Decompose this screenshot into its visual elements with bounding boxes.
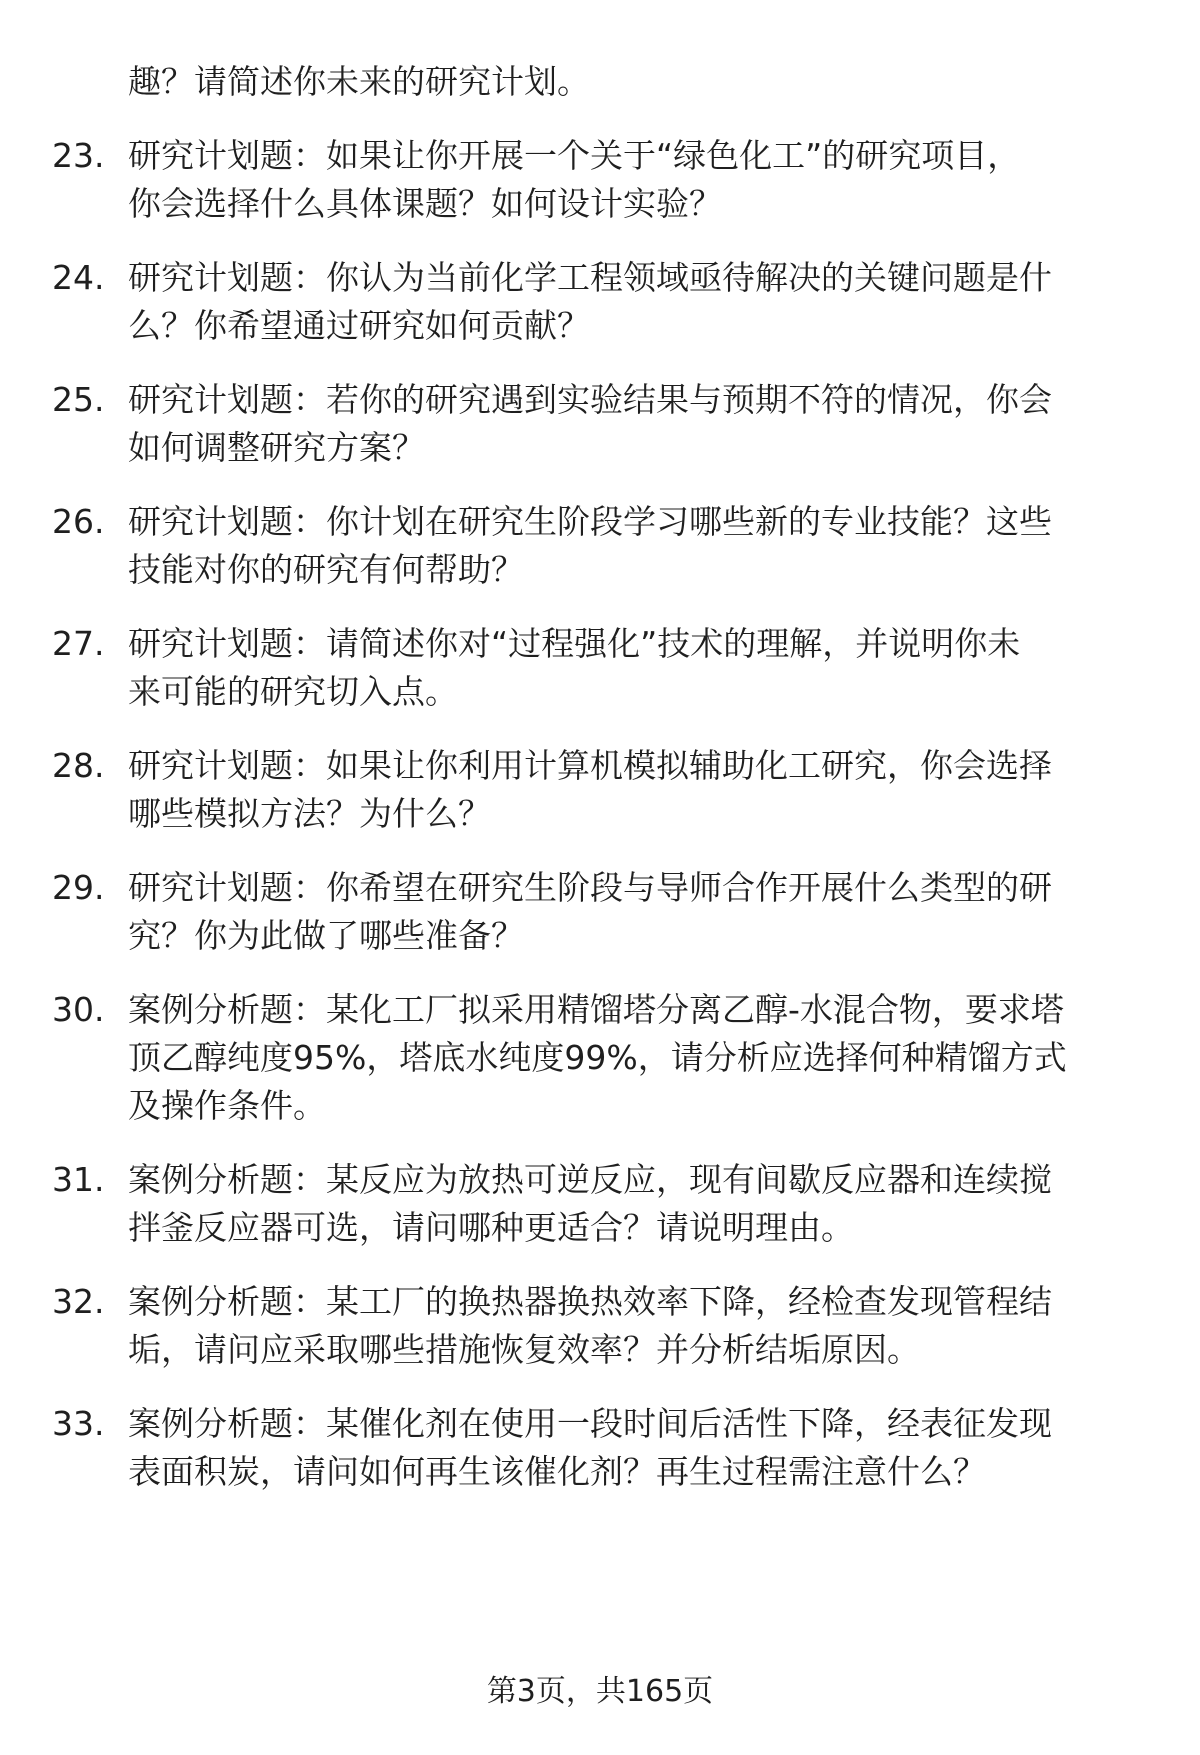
question-line	[0, 1326, 1200, 1374]
question-text: 哪些模拟方法？为什么？	[128, 794, 491, 833]
question-item	[0, 742, 1200, 838]
question-number: 27.	[52, 624, 105, 663]
question-text: 及操作条件。	[128, 1086, 326, 1125]
page-footer: 第3页，共165页	[486, 1674, 714, 1709]
question-item	[0, 1156, 1200, 1252]
question-line	[0, 986, 1200, 1034]
question-text: 研究计划题：若你的研究遇到实验结果与预期不符的情况，你会	[128, 380, 1052, 419]
question-text: 来可能的研究切入点。	[128, 672, 458, 711]
question-number: 25.	[52, 380, 105, 419]
continuation-line	[0, 58, 1200, 106]
question-line	[0, 1156, 1200, 1204]
question-item	[0, 986, 1200, 1130]
question-number: 29.	[52, 868, 105, 907]
question-text: 究？你为此做了哪些准备？	[128, 916, 524, 955]
continuation-text: 趣？请简述你未来的研究计划。	[128, 62, 590, 101]
question-line	[0, 546, 1200, 594]
question-text: 研究计划题：如果让你利用计算机模拟辅助化工研究，你会选择	[128, 746, 1052, 785]
question-text: 顶乙醇纯度95%，塔底水纯度99%，请分析应选择何种精馏方式	[128, 1038, 1067, 1077]
question-text: 么？你希望通过研究如何贡献？	[128, 306, 590, 345]
question-number: 32.	[52, 1282, 105, 1321]
question-text: 案例分析题：某反应为放热可逆反应，现有间歇反应器和连续搅	[128, 1160, 1052, 1199]
question-item	[0, 498, 1200, 594]
question-text: 研究计划题：你希望在研究生阶段与导师合作开展什么类型的研	[128, 868, 1052, 907]
question-line	[0, 912, 1200, 960]
question-number: 26.	[52, 502, 105, 541]
question-number: 31.	[52, 1160, 105, 1199]
question-line	[0, 302, 1200, 350]
question-text: 案例分析题：某催化剂在使用一段时间后活性下降，经表征发现	[128, 1404, 1052, 1443]
question-item	[0, 1400, 1200, 1496]
question-text: 如何调整研究方案？	[128, 428, 425, 467]
question-text: 案例分析题：某工厂的换热器换热效率下降，经检查发现管程结	[128, 1282, 1052, 1321]
question-text: 研究计划题：你认为当前化学工程领域亟待解决的关键问题是什	[128, 258, 1052, 297]
question-item	[0, 1278, 1200, 1374]
question-text: 研究计划题：请简述你对“过程强化”技术的理解，并说明你未	[128, 624, 1021, 663]
question-line	[0, 668, 1200, 716]
question-line	[0, 1278, 1200, 1326]
question-item	[0, 620, 1200, 716]
question-line	[0, 1082, 1200, 1130]
question-number: 23.	[52, 136, 105, 175]
question-number: 28.	[52, 746, 105, 785]
question-text: 研究计划题：你计划在研究生阶段学习哪些新的专业技能？这些	[128, 502, 1052, 541]
question-number: 33.	[52, 1404, 105, 1443]
question-line	[0, 620, 1200, 668]
question-item	[0, 376, 1200, 472]
question-text: 你会选择什么具体课题？如何设计实验？	[128, 184, 722, 223]
question-line	[0, 1448, 1200, 1496]
question-text: 表面积炭，请问如何再生该催化剂？再生过程需注意什么？	[128, 1452, 986, 1491]
question-list	[0, 58, 1200, 1522]
question-number: 30.	[52, 990, 105, 1029]
question-line	[0, 180, 1200, 228]
question-item	[0, 254, 1200, 350]
question-line	[0, 132, 1200, 180]
question-item	[0, 864, 1200, 960]
question-text: 技能对你的研究有何帮助？	[128, 550, 524, 589]
question-line	[0, 498, 1200, 546]
question-line	[0, 254, 1200, 302]
question-number: 24.	[52, 258, 105, 297]
question-text: 拌釜反应器可选，请问哪种更适合？请说明理由。	[128, 1208, 854, 1247]
question-line	[0, 1034, 1200, 1082]
question-text: 案例分析题：某化工厂拟采用精馏塔分离乙醇-水混合物，要求塔	[128, 990, 1064, 1029]
question-line	[0, 864, 1200, 912]
question-text: 垢，请问应采取哪些措施恢复效率？并分析结垢原因。	[128, 1330, 920, 1369]
question-text: 研究计划题：如果让你开展一个关于“绿色化工”的研究项目，	[128, 136, 1021, 175]
question-line	[0, 376, 1200, 424]
question-line	[0, 1400, 1200, 1448]
question-line	[0, 424, 1200, 472]
question-line	[0, 742, 1200, 790]
question-item	[0, 132, 1200, 228]
question-line	[0, 1204, 1200, 1252]
question-line	[0, 790, 1200, 838]
